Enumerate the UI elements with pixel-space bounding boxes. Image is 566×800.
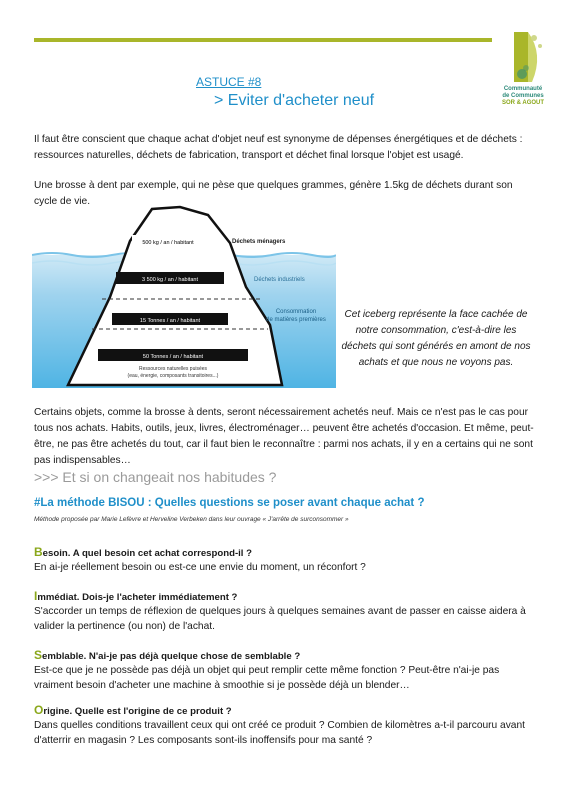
intro-paragraph-1: Il faut être conscient que chaque achat d'objet neuf est synonyme de dépenses énergétiques et de déchets : ressources naturelles, déchets de fabrication, transport et déchet final lorsque l'objet est usagé. xyxy=(34,134,523,161)
bisou-question-i: Immédiat. Dois-je l'acheter immédiatement ? xyxy=(34,589,238,603)
objects-paragraph: Certains objets, comme la brosse à dents, seront nécessairement achetés neuf. Mais ce n'est pas le cas pour tous nos achats. Habits, outils, jeux, livres, électroménager… peuvent être achetés d'occasion. Et même, peut-être, ne pas être achetés du tout, car il faut bien le reconnaître : parmi nos achats, il y en a certains qui ne sont pas indispensables… xyxy=(34,407,534,466)
section-title: >>> Et si on changeait nos habitudes ? xyxy=(34,469,277,485)
iceberg-label-2: 3 500 kg / an / habitant xyxy=(142,277,198,283)
method-note: Méthode proposée par Marie Lefèvre et Herveline Verbeken dans leur ouvrage « J'arrête de surconsommer » xyxy=(34,516,349,523)
iceberg-note-1: Ressources naturelles puisées xyxy=(138,366,208,372)
iceberg-tag-2: Déchets industriels xyxy=(254,277,305,283)
page-title: > Eviter d'acheter neuf xyxy=(214,92,375,109)
iceberg-label-4: 50 Tonnes / an / habitant xyxy=(142,354,204,360)
logo-text: Communauté de Communes SOR & AGOUT xyxy=(501,86,545,106)
bisou-answer-o: Dans quelles conditions travaillent ceux qui ont créé ce produit ? Combien de kilomètres a-t-il parcouru avant d'atterrir en magasin ? Les composants sont-ils inoffensifs pour ma santé ? xyxy=(34,720,525,746)
iceberg-note-2: (eau, énergie, composants transitoires...) xyxy=(127,373,219,379)
bisou-answer-i: S'accorder un temps de réflexion de quelques jours à quelques semaines avant de passer en caisse aidera à valider la pertinence (ou non) de l'achat. xyxy=(34,606,526,632)
iceberg-diagram xyxy=(32,205,336,388)
bisou-question-s: Semblable. N'ai-je pas déjà quelque chose de semblable ? xyxy=(34,648,301,662)
bisou-answer-b: En ai-je réellement besoin ou est-ce une envie du moment, un réconfort ? xyxy=(34,562,366,573)
iceberg-tag-1: Déchets ménagers xyxy=(232,239,286,245)
bisou-question-o: Origine. Quelle est l'origine de ce produit ? xyxy=(34,703,232,717)
iceberg-caption: Cet iceberg représente la face cachée de notre consommation, c'est-à-dire les déchets qui sont générés en amont de nos achats et que nous ne voyons pas. xyxy=(341,309,531,368)
tip-number: ASTUCE #8 xyxy=(196,75,262,89)
iceberg-tag-3b: de matières premières xyxy=(266,317,326,323)
header-rule xyxy=(34,38,492,42)
iceberg-tag-3a: Consommation xyxy=(275,309,317,315)
bisou-answer-s: Est-ce que je ne possède pas déjà un objet qui peut remplir cette même fonction ? Peut-être n'ai-je pas vraiment besoin d'acheter une machine à smoothie si je possède déjà un blender… xyxy=(34,665,500,691)
iceberg-label-3: 15 Tonnes / an / habitant xyxy=(139,318,201,324)
intro-paragraph-2: Une brosse à dent par exemple, qui ne pèse que quelques grammes, génère 1.5kg de déchets durant son cycle de vie. xyxy=(34,180,513,207)
method-title: #La méthode BISOU : Quelles questions se poser avant chaque achat ? xyxy=(34,497,425,509)
bisou-question-b: Besoin. A quel besoin cet achat correspond-il ? xyxy=(34,545,252,559)
iceberg-label-1: 500 kg / an / habitant xyxy=(142,240,194,246)
